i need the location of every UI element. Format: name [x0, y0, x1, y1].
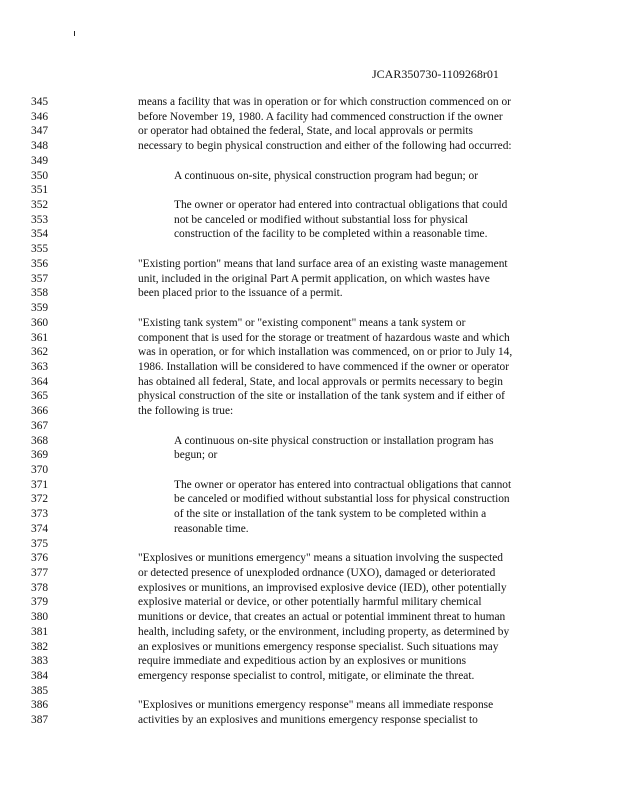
line-text: "Existing portion" means that land surface area of an existing waste management — [138, 257, 508, 270]
document-line — [0, 492, 618, 507]
line-number: 362 — [31, 346, 49, 359]
document-line — [0, 183, 618, 198]
document-line — [0, 257, 618, 272]
line-number: 384 — [31, 670, 49, 683]
line-number: 355 — [31, 243, 49, 256]
document-line — [0, 537, 618, 552]
line-number: 352 — [31, 199, 49, 212]
line-number: 383 — [31, 655, 49, 668]
line-number: 359 — [31, 302, 49, 315]
line-text: or detected presence of unexploded ordnance (UXO), damaged or deteriorated — [138, 567, 496, 579]
line-number: 366 — [31, 405, 49, 418]
line-text: require immediate and expeditious action by an explosives or munitions — [138, 655, 467, 668]
document-line — [0, 463, 618, 478]
line-number: 372 — [31, 493, 49, 506]
line-number: 365 — [31, 390, 49, 403]
line-text: unit, included in the original Part A permit application, on which wastes have — [138, 272, 490, 285]
line-text: "Explosives or munitions emergency response" means all immediate response — [138, 699, 494, 712]
line-number: 368 — [31, 434, 49, 447]
line-text: means a facility that was in operation or for which construction commenced on or — [138, 96, 511, 108]
document-line — [0, 316, 618, 331]
line-number: 361 — [31, 331, 49, 344]
document-line — [0, 213, 618, 228]
line-text: an explosives or munitions emergency response specialist. Such situations may — [138, 640, 499, 653]
document-line — [0, 654, 618, 669]
line-text: munitions or device, that creates an actual or potential imminent threat to human — [138, 611, 506, 624]
document-line — [0, 625, 618, 640]
document-line — [0, 566, 618, 581]
line-number: 353 — [31, 213, 49, 226]
line-number: 367 — [31, 419, 49, 432]
document-line — [0, 551, 618, 566]
line-number: 374 — [31, 522, 49, 535]
line-number: 387 — [31, 714, 49, 727]
line-number: 380 — [31, 611, 49, 624]
document-line — [0, 154, 618, 169]
indented-line-text: construction of the facility to be completed within a reasonable time. — [174, 228, 488, 241]
line-number: 348 — [31, 140, 49, 153]
line-text: has obtained all federal, State, and local approvals or permits necessary to begin — [138, 375, 504, 388]
line-number: 351 — [31, 184, 49, 197]
line-text: was in operation, or for which installation was commenced, on or prior to July 14, — [138, 346, 513, 359]
document-line — [0, 684, 618, 699]
line-text: necessary to begin physical construction and either of the following had occurred: — [138, 140, 512, 153]
line-number: 369 — [31, 449, 49, 462]
line-number: 386 — [31, 699, 49, 712]
indented-line-text: of the site or installation of the tank system to be completed within a — [174, 508, 487, 521]
document-line — [0, 95, 618, 110]
line-number: 360 — [31, 316, 49, 329]
line-number: 345 — [31, 96, 49, 108]
document-line — [0, 448, 618, 463]
indented-line-text: be canceled or modified without substantial loss for physical construction — [174, 493, 510, 506]
line-text: been placed prior to the issuance of a permit. — [138, 287, 343, 300]
document-line — [0, 522, 618, 537]
line-text: explosive material or device, or other potentially harmful military chemical — [138, 596, 482, 609]
document-line — [0, 198, 618, 213]
line-number: 378 — [31, 581, 49, 594]
document-line — [0, 301, 618, 316]
line-text: the following is true: — [138, 405, 234, 418]
document-line — [0, 581, 618, 596]
document-id: JCAR350730-1109268r01 — [372, 67, 499, 81]
line-number: 375 — [31, 537, 49, 550]
document-line — [0, 286, 618, 301]
line-number: 354 — [31, 228, 49, 241]
line-number: 347 — [31, 125, 49, 138]
line-number: 376 — [31, 552, 49, 565]
document-line — [0, 331, 618, 346]
line-text: explosives or munitions, an improvised explosive device (IED), other potentially — [138, 581, 507, 594]
line-number: 381 — [31, 625, 49, 638]
document-line — [0, 360, 618, 375]
indented-line-text: A continuous on-site, physical construction program had begun; or — [174, 169, 479, 182]
line-number: 385 — [31, 684, 49, 697]
line-number: 364 — [31, 375, 49, 388]
document-line — [0, 110, 618, 125]
line-number: 349 — [31, 154, 49, 167]
line-number: 373 — [31, 508, 49, 521]
indented-line-text: not be canceled or modified without substantial loss for physical — [174, 213, 468, 226]
line-text: or operator had obtained the federal, State, and local approvals or permits — [138, 125, 473, 138]
indented-line-text: begun; or — [174, 449, 218, 462]
line-text: health, including safety, or the environment, including property, as determined by — [138, 625, 510, 638]
indented-line-text: A continuous on-site physical construction or installation program has — [174, 434, 494, 447]
indented-line-text: The owner or operator had entered into contractual obligations that could — [174, 199, 508, 212]
line-text: "Existing tank system" or "existing component" means a tank system or — [138, 316, 466, 329]
document-line — [0, 610, 618, 625]
line-number: 357 — [31, 272, 49, 285]
line-number: 382 — [31, 640, 49, 653]
line-text: component that is used for the storage or treatment of hazardous waste and which — [138, 331, 510, 344]
document-line — [0, 272, 618, 287]
line-number: 370 — [31, 463, 49, 476]
document-line — [0, 389, 618, 404]
line-number: 371 — [31, 478, 49, 491]
document-line — [0, 345, 618, 360]
line-text: emergency response specialist to control, mitigate, or eliminate the threat. — [138, 670, 475, 683]
document-body — [0, 95, 618, 728]
document-line — [0, 169, 618, 184]
document-line — [0, 595, 618, 610]
document-line — [0, 669, 618, 684]
line-text: physical construction of the site or installation of the tank system and if either of — [138, 390, 505, 403]
line-number: 346 — [31, 110, 49, 123]
document-line — [0, 698, 618, 713]
document-line — [0, 507, 618, 522]
document-line — [0, 713, 618, 728]
line-text: "Explosives or munitions emergency" means a situation involving the suspected — [138, 552, 503, 565]
page-corner-mark — [74, 31, 75, 36]
line-number: 377 — [31, 567, 49, 579]
document-line — [0, 242, 618, 257]
line-number: 350 — [31, 169, 49, 182]
document-line — [0, 404, 618, 419]
line-text: before November 19, 1980. A facility had commenced construction if the owner — [138, 110, 503, 123]
document-line — [0, 419, 618, 434]
document-line — [0, 227, 618, 242]
line-text: activities by an explosives and munitions emergency response specialist to — [138, 714, 478, 727]
indented-line-text: reasonable time. — [174, 522, 249, 535]
indented-line-text: The owner or operator has entered into contractual obligations that cannot — [174, 478, 512, 491]
document-line — [0, 139, 618, 154]
document-line — [0, 375, 618, 390]
document-line — [0, 640, 618, 655]
document-line — [0, 124, 618, 139]
line-number: 356 — [31, 257, 49, 270]
line-number: 379 — [31, 596, 49, 609]
line-text: 1986. Installation will be considered to have commenced if the owner or operator — [138, 360, 510, 373]
document-line — [0, 434, 618, 449]
line-number: 363 — [31, 360, 49, 373]
line-number: 358 — [31, 287, 49, 300]
document-line — [0, 478, 618, 493]
